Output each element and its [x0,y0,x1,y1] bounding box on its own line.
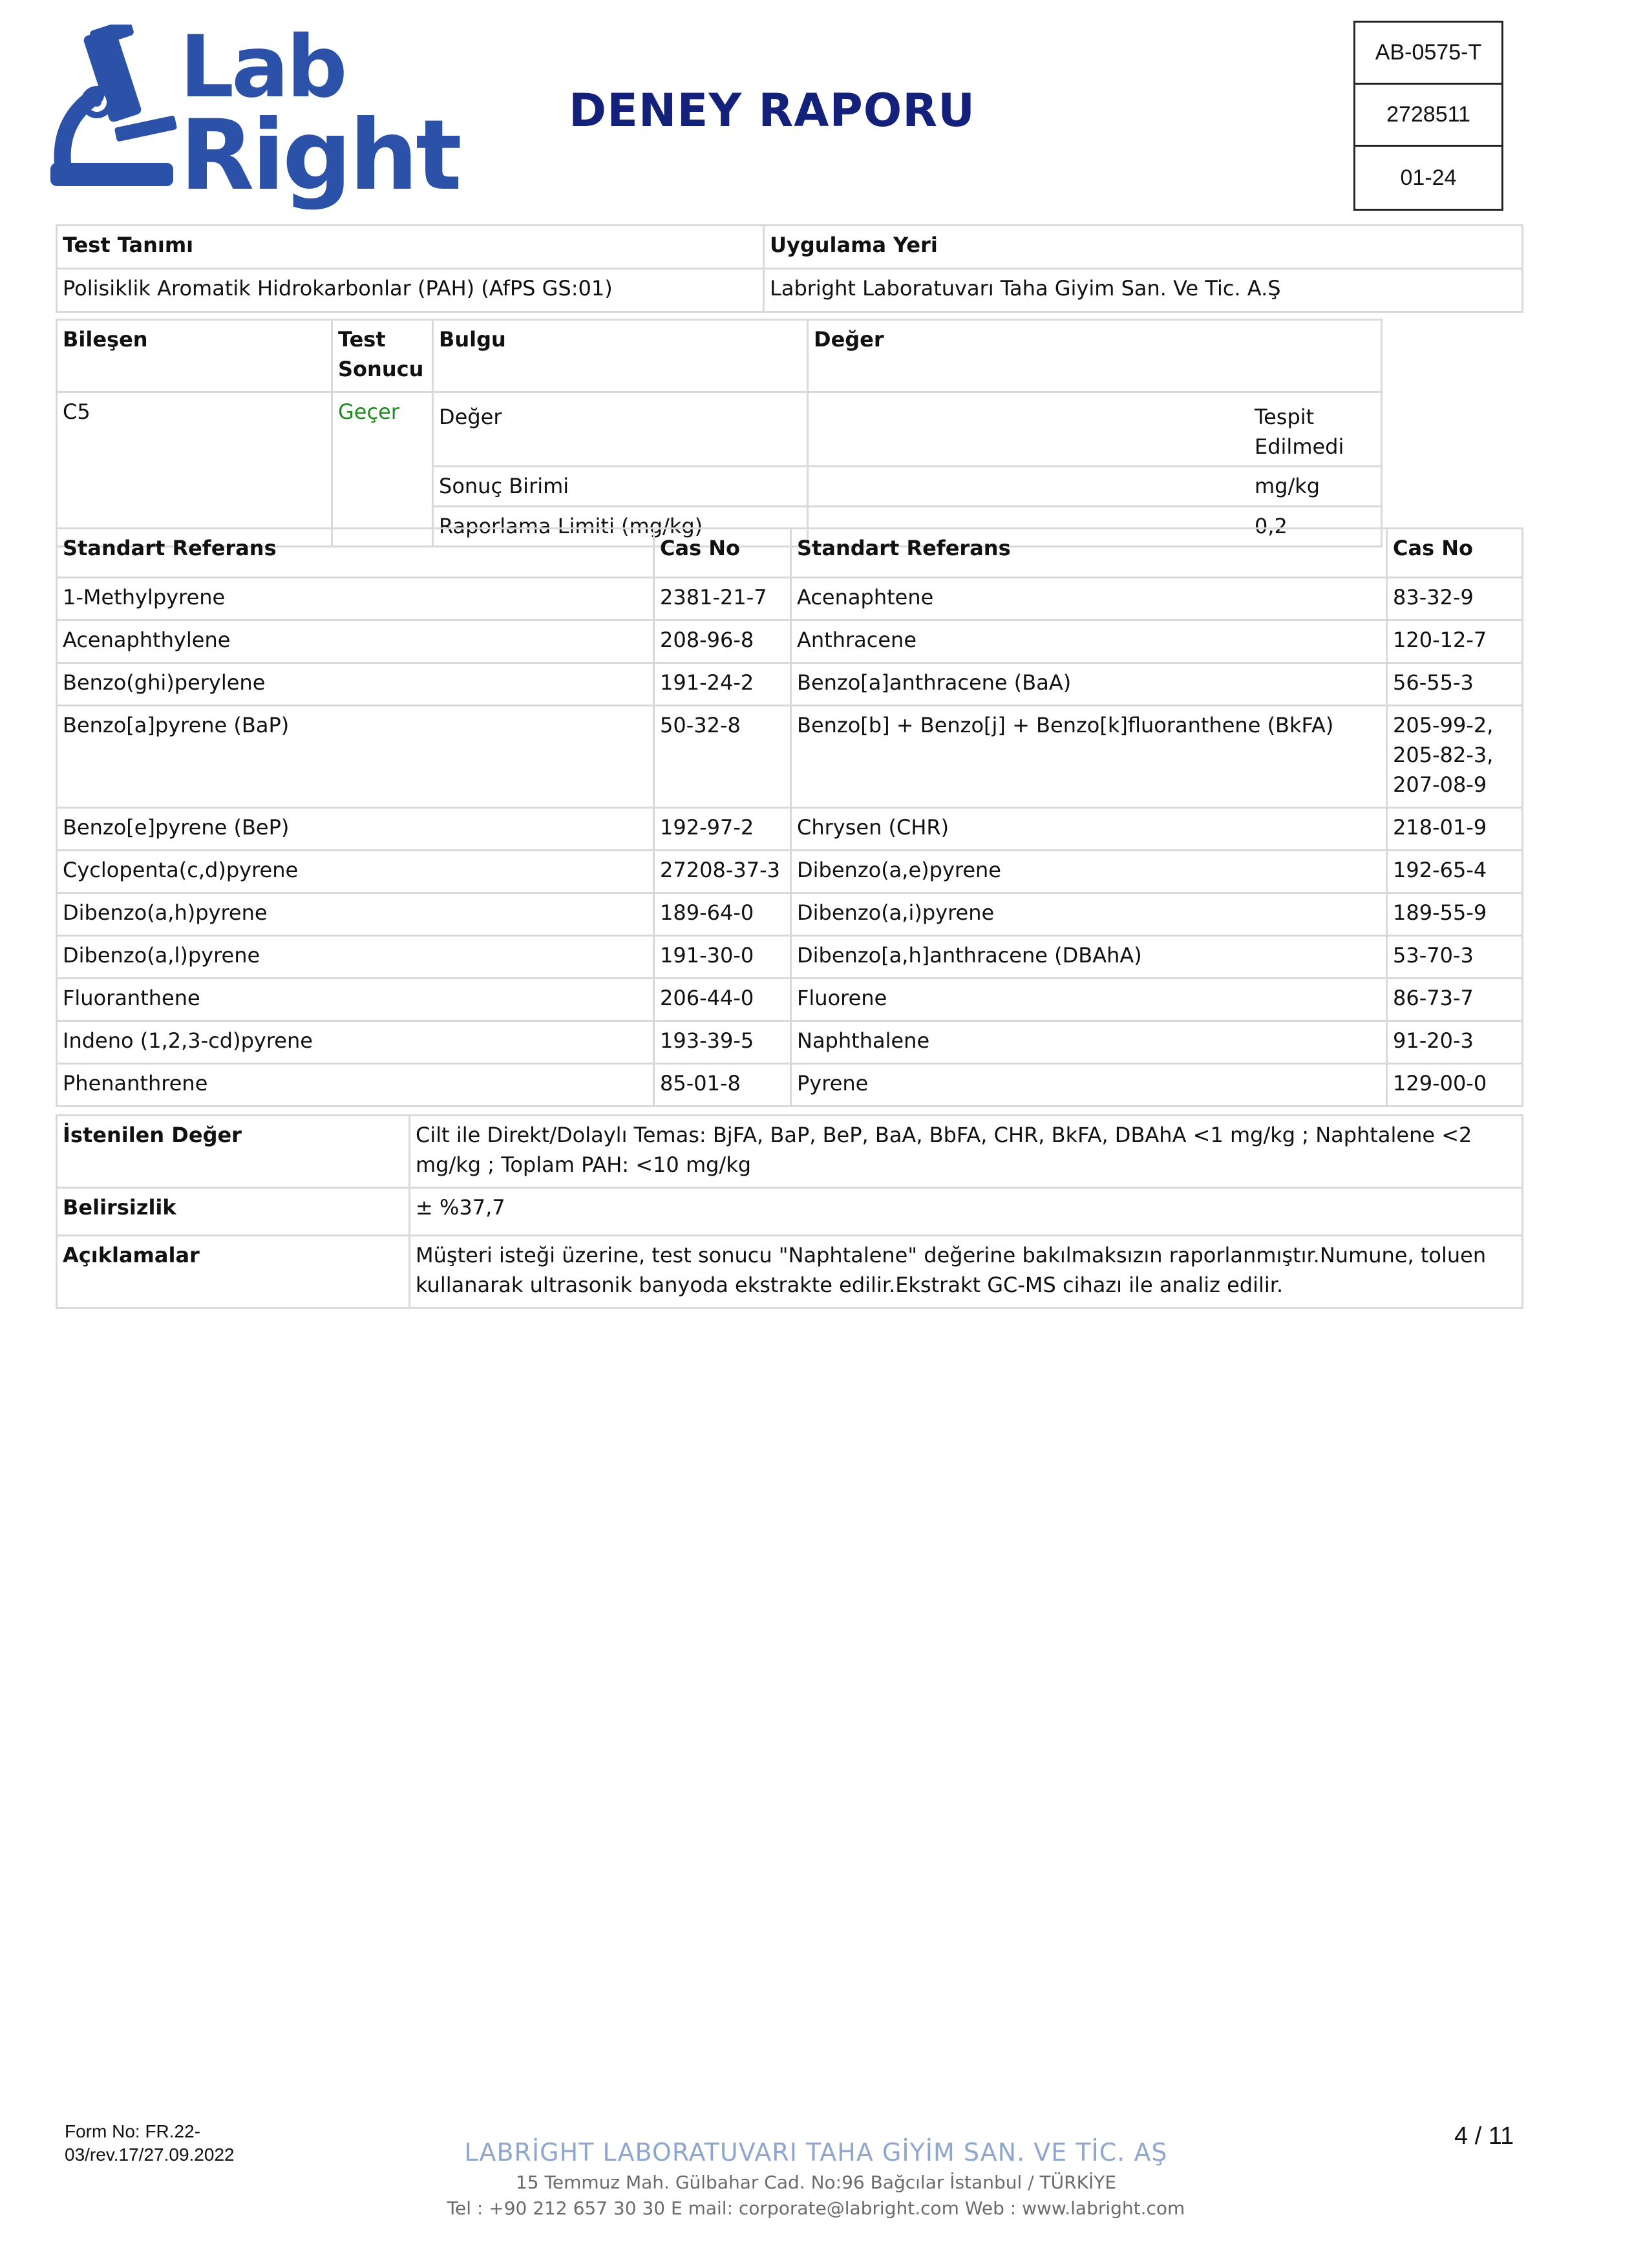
reference-name: Dibenzo(a,i)pyrene [791,893,1387,936]
reference-name: Dibenzo(a,h)pyrene [57,893,654,936]
cas-number: 218-01-9 [1387,808,1523,851]
table-row [57,226,1523,269]
footer-address: 15 Temmuz Mah. Gülbahar Cad. No:96 Bağcılar İstanbul / TÜRKİYE [515,2172,1117,2193]
cas-number: 27208-37-3 [654,851,791,893]
result-table [56,319,1383,547]
reference-name: Acenaphtene [791,578,1387,620]
cas-number: 56-55-3 [1387,663,1523,706]
table-row [57,851,1523,893]
value-header: Değer [808,320,1382,392]
reference-name: Dibenzo(a,e)pyrene [791,851,1387,893]
test-info-table [56,224,1523,313]
cas-number: 50-32-8 [654,706,791,808]
reference-name: Benzo[a]anthracene (BaA) [791,663,1387,706]
logo [50,17,464,212]
remarks-text: Müşteri isteği üzerine, test sonucu "Naphtalene" değerine bakılmaksızın raporlanmıştır.Numune, toluen kullanarak ultrasonik banyoda ekstrakte edilir.Ekstrakt GC-MS cihazı ile analiz edilir. [410,1236,1523,1308]
reference-name: Dibenzo(a,l)pyrene [57,936,654,979]
references-table [56,527,1523,1107]
cas-number: 205-99-2, 205-82-3, 207-08-9 [1387,706,1523,808]
test-definition-value: Polisiklik Aromatik Hidrokarbonlar (PAH) (AfPS GS:01) [57,269,764,312]
report-number: 2728511 [1355,85,1501,147]
footer-company: LABRİGHT LABORATUVARI TAHA GİYİM SAN. VE TİC. AŞ [464,2138,1168,2167]
microscope-icon [50,25,180,186]
table-row [57,578,1523,620]
table-row [57,620,1523,663]
component-value: C5 [57,392,332,547]
cas-number: 193-39-5 [654,1021,791,1064]
cas-number: 129-00-0 [1387,1064,1523,1107]
info-table [56,1114,1523,1309]
table-row [57,1064,1523,1107]
table-row [57,936,1523,979]
reference-name: Acenaphthylene [57,620,654,663]
reference-name: Pyrene [791,1064,1387,1107]
reference-name: Chrysen (CHR) [791,808,1387,851]
footer-contact: Tel : +90 212 657 30 30 E mail: corporate@labright.com Web : www.labright.com [447,2198,1185,2219]
table-row [57,1021,1523,1064]
finding-value: 0,2 [808,507,1382,547]
reference-name: Fluoranthene [57,979,654,1021]
test-definition-header: Test Tanımı [57,226,764,269]
reference-name: Benzo[a]pyrene (BaP) [57,706,654,808]
revision-code: 01-24 [1400,165,1457,190]
cas-number: 53-70-3 [1387,936,1523,979]
table-row [57,392,1382,467]
cas-number: 83-32-9 [1387,578,1523,620]
finding-label: Raporlama Limiti (mg/kg) [433,507,808,547]
reference-name: Benzo[e]pyrene (BeP) [57,808,654,851]
reference-name: Cyclopenta(c,d)pyrene [57,851,654,893]
uncertainty-label: Belirsizlik [57,1188,410,1236]
finding-header: Bulgu [433,320,808,392]
table-row [57,893,1523,936]
table-row [57,1116,1523,1188]
form-number-line: Form No: FR.22- [65,2121,201,2141]
finding-value: Tespit Edilmedi [808,392,1382,467]
table-row [57,979,1523,1021]
table-row [57,706,1523,808]
table-row [57,808,1523,851]
cas-number: 120-12-7 [1387,620,1523,663]
cas-number: 206-44-0 [654,979,791,1021]
cas-number: 192-97-2 [654,808,791,851]
reference-name: Naphthalene [791,1021,1387,1064]
cas-number: 189-55-9 [1387,893,1523,936]
cas-number: 91-20-3 [1387,1021,1523,1064]
reference-name: 1-Methylpyrene [57,578,654,620]
cas-number: 2381-21-7 [654,578,791,620]
form-number-line: 03/rev.17/27.09.2022 [65,2145,235,2165]
finding-value: mg/kg [808,467,1382,507]
component-header: Bileşen [57,320,332,392]
reference-name: Phenanthrene [57,1064,654,1107]
remarks-label: Açıklamalar [57,1236,410,1308]
table-row [57,320,1382,392]
logo-text-lab: Lab [180,17,345,117]
reference-header: Standart Referans [57,529,654,578]
reference-name: Benzo(ghi)perylene [57,663,654,706]
table-row [57,269,1523,312]
page-number: 4 / 11 [1454,2123,1514,2150]
reference-name: Benzo[b] + Benzo[j] + Benzo[k]fluoranthene (BkFA) [791,706,1387,808]
cas-number: 208-96-8 [654,620,791,663]
required-value-text: Cilt ile Direkt/Dolaylı Temas: BjFA, BaP, BeP, BaA, BbFA, CHR, BkFA, DBAhA <1 mg/kg ; Naphtalene <2 mg/kg ; Toplam PAH: <10 mg/kg [410,1116,1523,1188]
reference-name: Indeno (1,2,3-cd)pyrene [57,1021,654,1064]
test-result-header: Test Sonucu [332,320,433,392]
reference-header: Standart Referans [791,529,1387,578]
required-value-label: İstenilen Değer [57,1116,410,1188]
reference-name: Dibenzo[a,h]anthracene (DBAhA) [791,936,1387,979]
cas-number: 191-24-2 [654,663,791,706]
page-title: DENEY RAPORU [569,84,976,137]
cas-number: 86-73-7 [1387,979,1523,1021]
cas-number: 191-30-0 [654,936,791,979]
table-row [57,1236,1523,1308]
reference-name: Anthracene [791,620,1387,663]
uncertainty-value: ± %37,7 [410,1188,1523,1236]
finding-label: Değer [433,392,808,467]
finding-label: Sonuç Birimi [433,467,808,507]
application-place-header: Uygulama Yeri [764,226,1523,269]
cas-header: Cas No [654,529,791,578]
table-row [57,663,1523,706]
logo-text-right: Right [180,100,460,212]
cas-header: Cas No [1387,529,1523,578]
table-row [57,529,1523,578]
application-place-value: Labright Laboratuvarı Taha Giyim San. Ve Tic. A.Ş [764,269,1523,312]
table-row [57,1188,1523,1236]
document-code: AB-0575-T [1355,23,1501,85]
cas-number: 85-01-8 [654,1064,791,1107]
document-code-box [1353,21,1503,211]
test-result-value: Geçer [332,392,433,547]
reference-name: Fluorene [791,979,1387,1021]
cas-number: 192-65-4 [1387,851,1523,893]
cas-number: 189-64-0 [654,893,791,936]
